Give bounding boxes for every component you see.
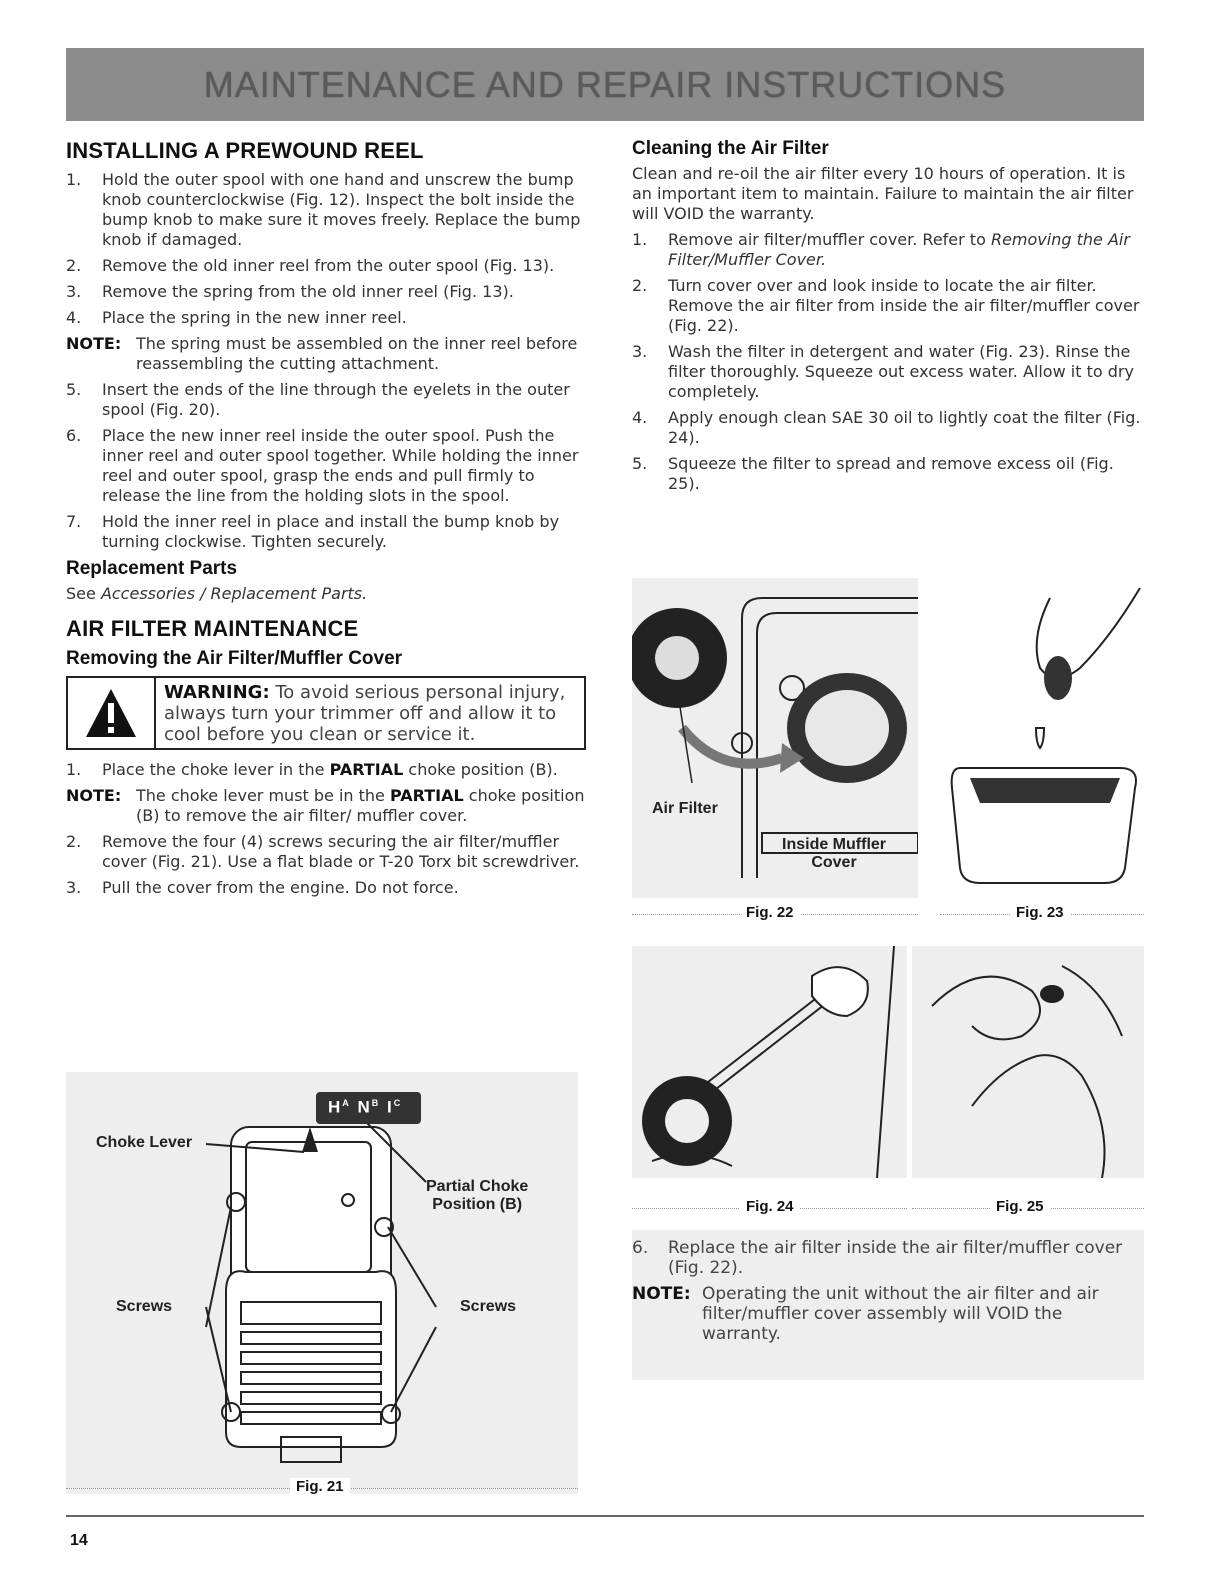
list-item: 3. Wash the filter in detergent and water (Fig. 23). Rinse the filter thoroughly. Squeeze out excess water. Allow it to dry completely. <box>632 342 1134 401</box>
replacement-title: Replacement Parts <box>66 558 238 579</box>
installing-steps <box>66 170 586 328</box>
screws-left-label: Screws <box>116 1298 173 1315</box>
removing-steps-continued <box>66 832 586 898</box>
installing-title: INSTALLING A PREWOUND REEL <box>66 138 424 163</box>
screws-right-label: Screws <box>460 1298 517 1315</box>
footer-rule <box>66 1515 1144 1517</box>
list-item: 1. Remove air filter/muffler cover. Refer to Removing the Air Filter/Muffler Cover. <box>632 230 1130 269</box>
list-item: 3. Remove the spring from the old inner reel (Fig. 13). <box>66 282 514 301</box>
replacement-text: See Accessories / Replacement Parts. <box>66 584 368 603</box>
figure-24 <box>632 946 907 1178</box>
left-column <box>66 138 586 904</box>
fig22-caption: Fig. 22 <box>740 904 800 921</box>
washing-filter-illustration <box>940 578 1144 898</box>
inside-muffler-label: Inside Muffler Cover <box>782 836 887 871</box>
list-item: 4. Place the spring in the new inner reel. <box>66 308 407 327</box>
list-item: 2. Turn cover over and look inside to locate the air filter. Remove the air filter from inside the air filter/muffler cover (Fig. 22). <box>632 276 1140 335</box>
list-item: 1. Hold the outer spool with one hand and unscrew the bump knob counterclockwise (Fig. 12). Inspect the bolt inside the bump knob to make sure it moves freely. Replace the bump knob if damaged. <box>66 170 581 249</box>
squeezing-filter-illustration <box>912 946 1144 1178</box>
cleaning-steps-continued <box>632 1238 1144 1278</box>
figure-22 <box>632 578 918 898</box>
installing-steps-continued <box>66 380 586 552</box>
list-item: 5. Squeeze the filter to spread and remove excess oil (Fig. 25). <box>632 454 1114 493</box>
partial-choke-label: Partial Choke Position (B) <box>426 1178 529 1213</box>
cleaning-title: Cleaning the Air Filter <box>632 138 829 159</box>
fig25-caption: Fig. 25 <box>990 1198 1050 1215</box>
air-filter-title: AIR FILTER MAINTENANCE <box>66 616 359 641</box>
list-item: 6. Place the new inner reel inside the outer spool. Push the inner reel and outer spool together. While holding the inner reel and outer spool, grasp the ends and pull firmly to release the line from the holding slots in the spool. <box>66 426 579 505</box>
note-spring: NOTE: The spring must be assembled on the inner reel before reassembling the cutting attachment. <box>66 334 578 373</box>
header-banner <box>66 48 1144 121</box>
oiling-filter-illustration <box>632 946 907 1178</box>
page-number: 14 <box>70 1532 88 1549</box>
list-item: 7. Hold the inner reel in place and install the bump knob by turning clockwise. Tighten securely. <box>66 512 560 551</box>
list-item: 5. Insert the ends of the line through the eyelets in the outer spool (Fig. 20). <box>66 380 570 419</box>
figure-21 <box>66 1072 578 1494</box>
cleaning-steps <box>632 230 1144 494</box>
right-column <box>632 138 1144 500</box>
removing-title: Removing the Air Filter/Muffler Cover <box>66 648 403 669</box>
banner-title: MAINTENANCE AND REPAIR INSTRUCTIONS <box>203 63 1007 105</box>
warning-text: WARNING: To avoid serious personal injury, always turn your trimmer off and allow it to cool before you clean or service it. <box>164 682 566 745</box>
list-item: 2. Remove the four (4) screws securing the air filter/muffler cover (Fig. 21). Use a flat blade or T-20 Torx bit screwdriver. <box>66 832 580 871</box>
list-item: 2. Remove the old inner reel from the outer spool (Fig. 13). <box>66 256 555 275</box>
choke-lever-label: Choke Lever <box>96 1134 193 1151</box>
warning-box <box>66 676 586 750</box>
list-item: 1. Place the choke lever in the PARTIAL choke position (B). <box>66 760 558 779</box>
fig23-caption: Fig. 23 <box>1010 904 1070 921</box>
figure-23 <box>940 578 1144 898</box>
note-void-warranty: NOTE: Operating the unit without the air filter and air filter/muffler cover assembly will VOID the warranty. <box>632 1284 1099 1344</box>
air-filter-label: Air Filter <box>652 800 718 817</box>
replace-filter-section <box>632 1230 1144 1380</box>
figure-25 <box>912 946 1144 1178</box>
choke-dial-labels: $H^A$ $N^B$ $I^C$ <box>328 1097 403 1117</box>
list-item: 4. Apply enough clean SAE 30 oil to lightly coat the filter (Fig. 24). <box>632 408 1141 447</box>
cleaning-intro: Clean and re-oil the air filter every 10 hours of operation. It is an important item to maintain. Failure to maintain the air filter will VOID the warranty. <box>632 164 1134 223</box>
fig24-caption: Fig. 24 <box>740 1198 800 1215</box>
removing-steps <box>66 760 586 780</box>
warning-triangle-icon <box>68 678 156 748</box>
list-item: 3. Pull the cover from the engine. Do not force. <box>66 878 459 897</box>
fig21-caption: Fig. 21 <box>290 1478 350 1495</box>
list-item: 6. Replace the air filter inside the air filter/muffler cover (Fig. 22). <box>632 1238 1123 1278</box>
note-choke: NOTE: The choke lever must be in the PARTIAL choke position (B) to remove the air filter/ muffler cover. <box>66 786 585 825</box>
